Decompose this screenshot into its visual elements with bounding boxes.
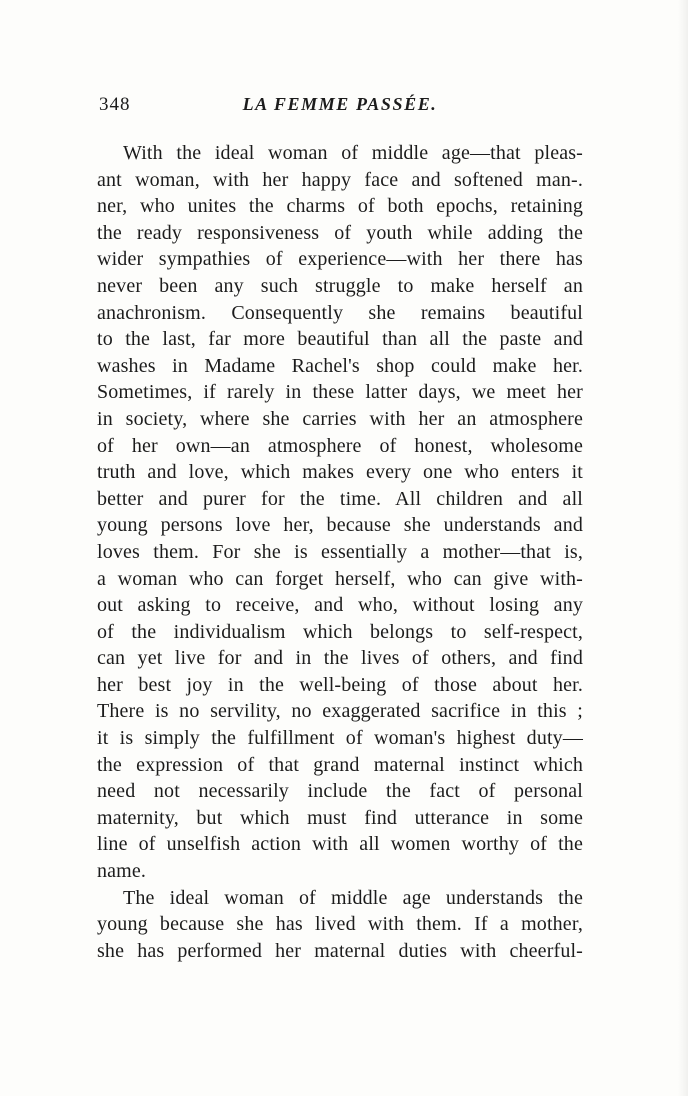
text-line: the ready responsiveness of youth while adding the [97,221,583,244]
text-line: her best joy in the well-being of those about her. [97,673,583,696]
text-line: out asking to receive, and who, without losing any [97,594,583,617]
text-line: young persons love her, because she understands and [97,514,583,537]
text-line: never been any such struggle to make herself an [97,274,583,297]
paragraph [97,140,583,885]
text-line: washes in Madame Rachel's shop could make her. [97,354,583,377]
text-line: line of unselfish action with all women worthy of the [97,833,583,856]
paragraph [97,885,583,965]
page-content [97,93,583,964]
text-line: name. [97,860,147,883]
text-line: wider sympathies of experience—with her there has [97,248,583,271]
text-line: ant woman, with her happy face and softened man-. [97,168,583,191]
text-line: need not necessarily include the fact of personal [97,780,583,803]
text-line: can yet live for and in the lives of others, and find [97,647,583,670]
text-line: young because she has lived with them. If a mother, [97,913,583,936]
text-line: maternity, but which must find utterance in some [97,806,583,829]
text-line: a woman who can forget herself, who can give with- [97,567,583,590]
text-line: loves them. For she is essentially a mother—that is, [97,540,583,563]
text-line: ner, who unites the charms of both epochs, retaining [97,195,583,218]
text-line: truth and love, which makes every one who enters it [97,461,583,484]
body-text [97,140,583,964]
text-line: she has performed her maternal duties with cheerful- [97,939,583,962]
running-header [97,93,583,119]
text-line: There is no servility, no exaggerated sacrifice in this ; [97,700,583,723]
page-number: 348 [99,94,131,115]
text-line: The ideal woman of middle age understands the [123,886,583,909]
text-line: With the ideal woman of middle age—that pleas- [123,142,583,164]
text-line: it is simply the fulfillment of woman's highest duty— [97,727,583,750]
text-line: better and purer for the time. All children and all [97,487,583,510]
text-line: in society, where she carries with her an atmosphere [97,407,583,430]
running-title: LA FEMME PASSÉE. [242,94,438,114]
text-line: of the individualism which belongs to self-respect, [97,620,583,643]
text-line: of her own—an atmosphere of honest, wholesome [97,434,583,457]
text-line: anachronism. Consequently she remains beautiful [97,301,583,324]
text-line: Sometimes, if rarely in these latter days, we meet her [97,381,583,404]
text-line: to the last, far more beautiful than all the paste and [97,328,583,351]
text-line: the expression of that grand maternal instinct which [97,753,583,776]
